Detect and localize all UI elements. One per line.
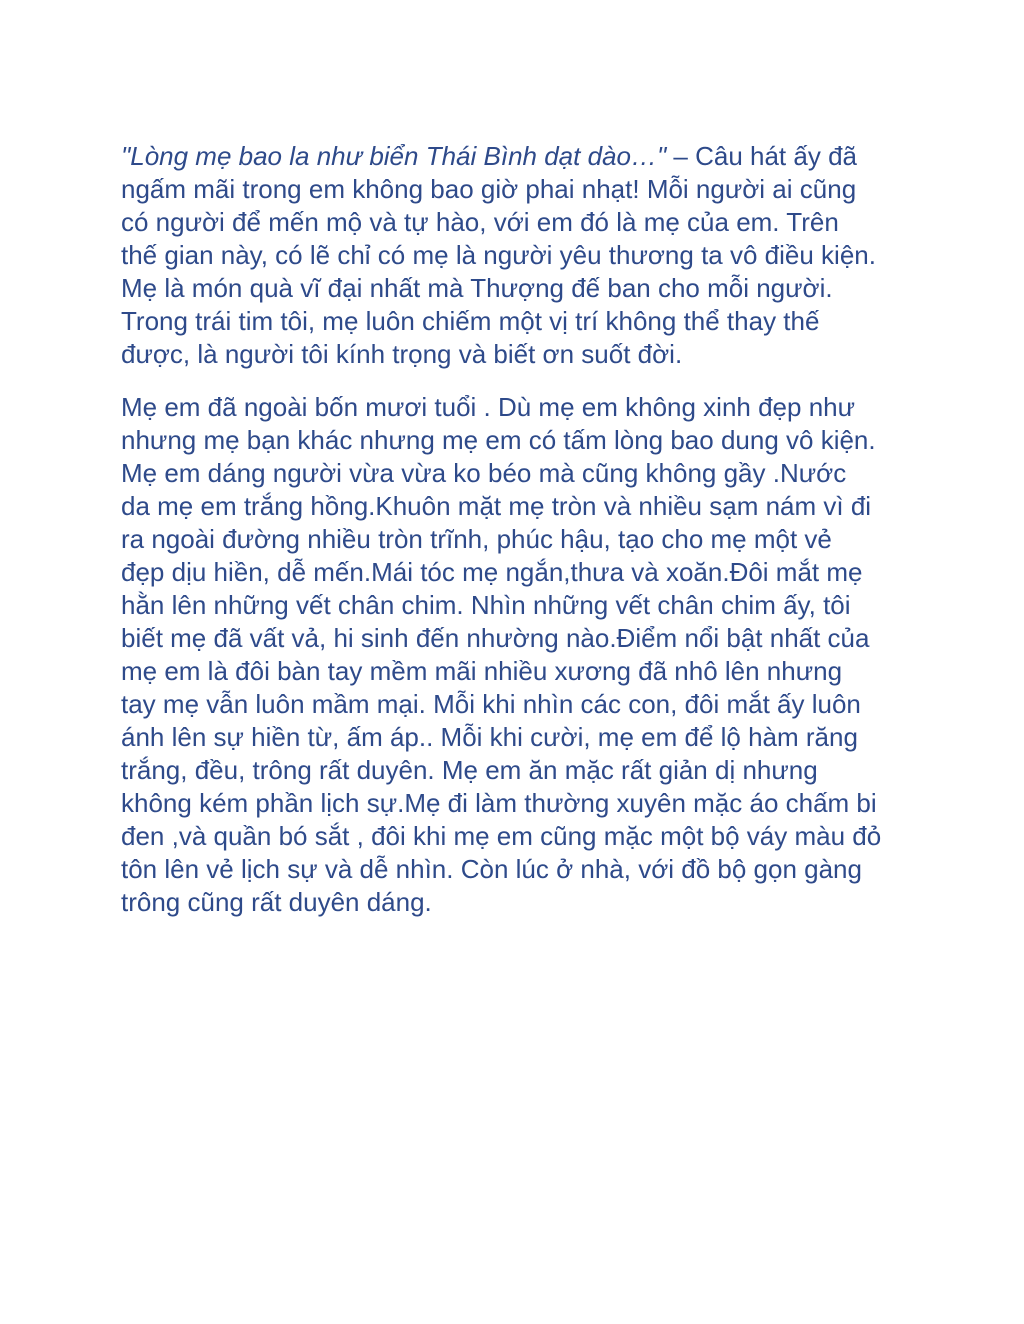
paragraph-intro	[121, 140, 921, 371]
text-line: đen ,và quần bó sắt , đôi khi mẹ em cũng mặc một bộ váy màu đỏ	[121, 821, 882, 851]
text-line: được, là người tôi kính trọng và biết ơn suốt đời.	[121, 339, 683, 369]
text-line: nhưng mẹ bạn khác nhưng mẹ em có tấm lòng bao dung vô kiện.	[121, 425, 876, 455]
text-line: Mẹ em đã ngoài bốn mươi tuổi . Dù mẹ em không xinh đẹp như	[121, 392, 856, 422]
text-line: da mẹ em trắng hồng.Khuôn mặt mẹ tròn và nhiều sạm nám vì đi	[121, 491, 872, 521]
text-line: trắng, đều, trông rất duyên. Mẹ em ăn mặc rất giản dị nhưng	[121, 755, 818, 785]
text-line: ánh lên sự hiền từ, ấm áp.. Mỗi khi cười, mẹ em để lộ hàm răng	[121, 722, 858, 752]
text-line: Trong trái tim tôi, mẹ luôn chiếm một vị trí không thể thay thế	[121, 306, 820, 336]
text-line: đẹp dịu hiền, dễ mến.Mái tóc mẹ ngắn,thưa và xoăn.Đôi mắt mẹ	[121, 557, 863, 587]
text-line: ra ngoài đường nhiều tròn trĩnh, phúc hậu, tạo cho mẹ một vẻ	[121, 524, 832, 554]
text-line: trông cũng rất duyên dáng.	[121, 887, 432, 917]
document-body	[121, 140, 921, 919]
text-line: hằn lên những vết chân chim. Nhìn những vết chân chim ấy, tôi	[121, 590, 851, 620]
text-line: thế gian này, có lẽ chỉ có mẹ là người yêu thương ta vô điều kiện.	[121, 240, 876, 270]
text-line: có người để mến mộ và tự hào, với em đó là mẹ của em. Trên	[121, 207, 839, 237]
paragraph-description	[121, 391, 921, 919]
text-line: ngấm mãi trong em không bao giờ phai nhạt! Mỗi người ai cũng	[121, 174, 857, 204]
text-line: biết mẹ đã vất vả, hi sinh đến nhường nào.Điểm nổi bật nhất của	[121, 623, 870, 653]
text-line	[121, 140, 921, 173]
text-segment: – Câu hát ấy đã	[666, 141, 857, 171]
text-line: tôn lên vẻ lịch sự và dễ nhìn. Còn lúc ở nhà, với đồ bộ gọn gàng	[121, 854, 862, 884]
song-quote: "Lòng mẹ bao la như biển Thái Bình dạt dào…"	[121, 141, 667, 171]
text-line: tay mẹ vẫn luôn mầm mại. Mỗi khi nhìn các con, đôi mắt ấy luôn	[121, 689, 861, 719]
text-line: Mẹ em dáng người vừa vừa ko béo mà cũng không gầy .Nước	[121, 458, 847, 488]
text-line: Mẹ là món quà vĩ đại nhất mà Thượng đế ban cho mỗi người.	[121, 273, 833, 303]
text-line: không kém phần lịch sự.Mẹ đi làm thường xuyên mặc áo chấm bi	[121, 788, 877, 818]
text-line: mẹ em là đôi bàn tay mềm mãi nhiều xương đã nhô lên nhưng	[121, 656, 843, 686]
